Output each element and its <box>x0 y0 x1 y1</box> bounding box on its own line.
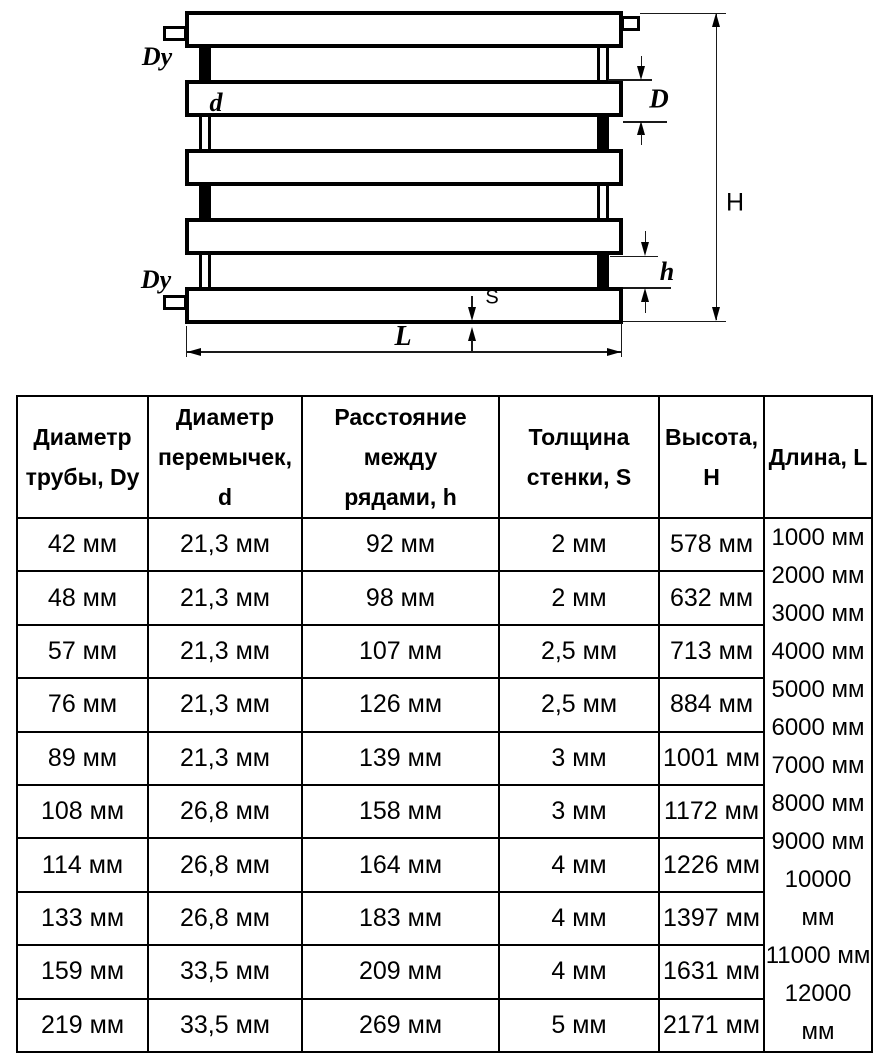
label-L: L <box>394 321 412 352</box>
dim-arrow <box>641 242 649 256</box>
table-cell: 183 мм <box>302 892 499 945</box>
table-cell: 2171 мм <box>659 999 764 1052</box>
table-cell: 21,3 мм <box>148 571 302 624</box>
dimensions-table <box>16 395 873 1053</box>
register-drawing <box>0 0 888 390</box>
table-cell: 57 мм <box>17 625 148 678</box>
table-cell: 33,5 мм <box>148 999 302 1052</box>
label-H: H <box>725 188 745 217</box>
extension-line <box>610 256 658 258</box>
label-h: h <box>659 257 675 286</box>
table-row <box>17 625 872 678</box>
table-cell: 48 мм <box>17 571 148 624</box>
table-row <box>17 892 872 945</box>
table-row <box>17 945 872 998</box>
table-cell: 1001 мм <box>659 732 764 785</box>
dim-arrow <box>637 66 645 80</box>
table-cell: 4 мм <box>499 892 659 945</box>
dim-arrow <box>637 121 645 135</box>
table-cell: 159 мм <box>17 945 148 998</box>
table-row <box>17 678 872 731</box>
label-S: S <box>485 286 499 309</box>
dim-arrow <box>187 348 201 356</box>
main-tube <box>185 287 623 324</box>
table-cell: 89 мм <box>17 732 148 785</box>
table-cell: 2,5 мм <box>499 625 659 678</box>
nozzle-stub-top-left <box>163 26 187 41</box>
label-dy-top: Dy <box>141 42 173 71</box>
jumper-pipe <box>199 48 211 80</box>
label-d: d <box>209 88 223 117</box>
header-row <box>17 396 872 518</box>
main-tube <box>185 80 623 117</box>
table-row <box>17 838 872 891</box>
table-cell: 713 мм <box>659 625 764 678</box>
jumper-pipe <box>597 255 609 287</box>
table-cell: 133 мм <box>17 892 148 945</box>
table-cell: 1226 мм <box>659 838 764 891</box>
jumper-pipe <box>199 255 211 287</box>
main-tube <box>185 218 623 255</box>
table-cell: 42 мм <box>17 518 148 571</box>
jumper-pipe <box>597 117 609 149</box>
main-tube <box>185 149 623 186</box>
table-cell: 76 мм <box>17 678 148 731</box>
extension-line <box>623 121 667 123</box>
table-cell: 2,5 мм <box>499 678 659 731</box>
dim-arrow <box>607 348 621 356</box>
table-cell: 578 мм <box>659 518 764 571</box>
col-header-row-spacing: Расстояние между рядами, h <box>302 396 499 518</box>
table-cell: 5 мм <box>499 999 659 1052</box>
jumper-pipe <box>199 186 211 218</box>
dimension-line-H <box>716 14 718 320</box>
col-header-wall-thickness: Толщина стенки, S <box>499 396 659 518</box>
table-row <box>17 785 872 838</box>
table-cell: 114 мм <box>17 838 148 891</box>
dim-arrow <box>468 307 476 321</box>
table-cell: 3 мм <box>499 785 659 838</box>
table-cell: 1631 мм <box>659 945 764 998</box>
table-cell: 21,3 мм <box>148 678 302 731</box>
table-cell: 3 мм <box>499 732 659 785</box>
gap-row <box>206 251 608 292</box>
table-cell: 158 мм <box>302 785 499 838</box>
table-cell: 108 мм <box>17 785 148 838</box>
table-cell: 2 мм <box>499 518 659 571</box>
dimension-line-D <box>641 134 643 145</box>
table-cell: 209 мм <box>302 945 499 998</box>
table-cell: 164 мм <box>302 838 499 891</box>
table-cell: 26,8 мм <box>148 892 302 945</box>
table-cell: 21,3 мм <box>148 518 302 571</box>
col-header-length: Длина, L <box>764 396 872 518</box>
table-cell: 33,5 мм <box>148 945 302 998</box>
table-cell: 269 мм <box>302 999 499 1052</box>
table-cell: 4 мм <box>499 945 659 998</box>
table-cell: 126 мм <box>302 678 499 731</box>
table-row <box>17 732 872 785</box>
nozzle-stub-top-right <box>621 16 640 31</box>
col-header-height: Высота, H <box>659 396 764 518</box>
dimension-line-h <box>645 301 647 313</box>
table-cell: 632 мм <box>659 571 764 624</box>
gap-row <box>206 113 608 154</box>
table-cell: 92 мм <box>302 518 499 571</box>
table-cell: 107 мм <box>302 625 499 678</box>
table-cell: 219 мм <box>17 999 148 1052</box>
dim-arrow <box>712 307 720 321</box>
table-cell: 2 мм <box>499 571 659 624</box>
dim-arrow <box>712 13 720 27</box>
table-cell: 21,3 мм <box>148 625 302 678</box>
extension-line <box>608 79 652 81</box>
table-cell: 98 мм <box>302 571 499 624</box>
main-tube <box>185 11 623 48</box>
table-cell: 1397 мм <box>659 892 764 945</box>
table-cell: 139 мм <box>302 732 499 785</box>
nozzle-stub-bottom-left <box>163 295 187 310</box>
label-dy-bottom: Dy <box>140 265 172 294</box>
jumper-pipe <box>597 186 609 218</box>
col-header-jumper-diameter: Диаметр перемычек, d <box>148 396 302 518</box>
table-cell: 4 мм <box>499 838 659 891</box>
table-cell: 884 мм <box>659 678 764 731</box>
table-row <box>17 571 872 624</box>
dim-arrow <box>468 327 476 341</box>
table-cell: 1172 мм <box>659 785 764 838</box>
table-row <box>17 999 872 1052</box>
table-row <box>17 518 872 571</box>
table-cell: 26,8 мм <box>148 785 302 838</box>
label-D: D <box>649 83 669 114</box>
jumper-pipe <box>597 48 609 80</box>
gap-row <box>206 44 608 85</box>
table-cell: 26,8 мм <box>148 838 302 891</box>
table-cell: 21,3 мм <box>148 732 302 785</box>
col-header-pipe-diameter: Диаметр трубы, Dy <box>17 396 148 518</box>
gap-row <box>206 182 608 223</box>
dim-arrow <box>641 288 649 302</box>
length-options-cell: 1000 мм 2000 мм 3000 мм 4000 мм 5000 мм 6000 мм 7000 мм 8000 мм 9000 мм 10000 мм 11000 мм 12000 мм <box>764 518 872 1052</box>
jumper-pipe <box>199 117 211 149</box>
extension-line <box>623 321 726 323</box>
